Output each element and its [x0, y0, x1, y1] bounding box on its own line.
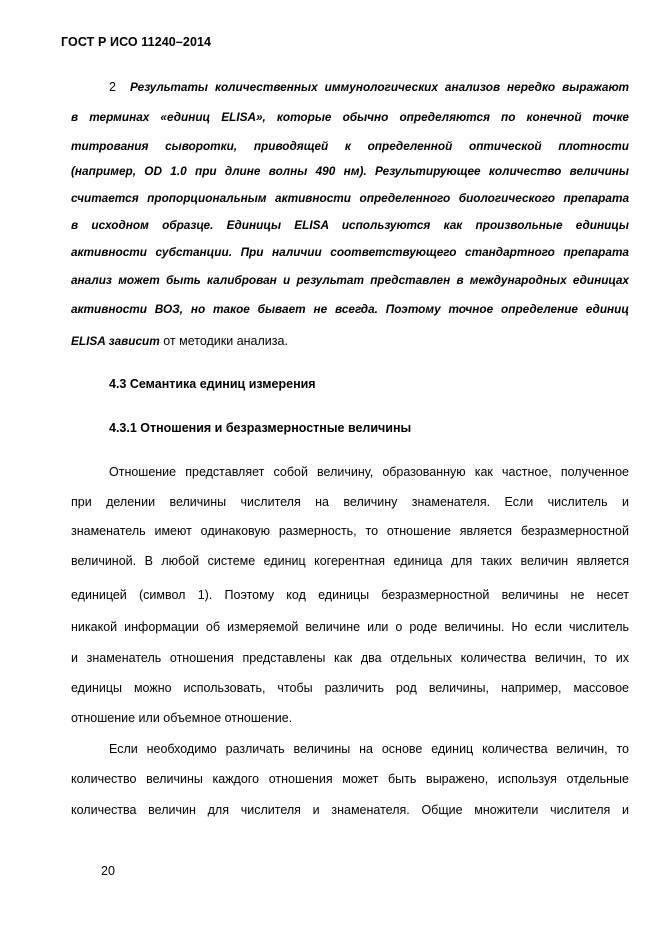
para2-line-1: Если необходимо различать величины на основе единиц количества величин, то	[109, 742, 629, 756]
note-last-plain: от методики анализа.	[159, 334, 288, 348]
note-line-3: титрования сыворотки, приводящей к определенной оптической плотности	[71, 139, 629, 153]
para1-line-7: и знаменатель отношения представлены как два отдельных количества величин, то их	[71, 651, 629, 665]
note-line-5: считается пропорциональным активности определенного биологического препарата	[71, 191, 629, 205]
para1-line-5: единицей (символ 1). Поэтому код единицы безразмерностной величины не несет	[71, 588, 629, 602]
note-line-9: активности ВОЗ, но такое бывает не всегда. Поэтому точное определение единиц	[71, 302, 629, 316]
page-number: 20	[101, 864, 115, 878]
note-line-6: в исходном образце. Единицы ELISA используются как произвольные единицы	[71, 218, 629, 232]
note-line-8: анализ может быть калиброван и результат представлен в международных единицах	[71, 273, 629, 287]
note-line-1	[109, 80, 629, 95]
note-line-10	[71, 334, 629, 349]
para2-line-2: количество величины каждого отношения может быть выражено, используя отдельные	[71, 772, 629, 786]
note-line-2: в терминах «единиц ELISA», которые обычно определяются по конечной точке	[71, 110, 629, 124]
para2-line-3: количества величин для числителя и знаменателя. Общие множители числителя и	[71, 803, 629, 817]
para1-line-1: Отношение представляет собой величину, образованную как частное, полученное	[109, 465, 629, 479]
para1-line-9: отношение или объемное отношение.	[71, 711, 293, 725]
para1-line-4: величиной. В любой системе единиц когерентная единица для таких величин является	[71, 554, 629, 568]
note-text: Результаты количественных иммунологических анализов нередко выражают	[129, 80, 630, 94]
subsection-title: 4.3.1 Отношения и безразмерностные величины	[109, 421, 412, 435]
para1-line-3: знаменатель имеют одинаковую размерность, то отношение является безразмерностной	[71, 524, 629, 538]
section-title: 4.3 Семантика единиц измерения	[109, 377, 316, 391]
note-last-italic: ELISA зависит	[71, 334, 160, 348]
para1-line-2: при делении величины числителя на величину знаменателя. Если числитель и	[71, 495, 629, 509]
note-number: 2	[109, 80, 116, 94]
document-header: ГОСТ Р ИСО 11240–2014	[61, 35, 212, 49]
para1-line-8: единицы можно использовать, чтобы различить род величины, например, массовое	[71, 681, 629, 695]
note-line-4: (например, OD 1.0 при длине волны 490 нм). Результирующее количество величины	[71, 164, 629, 178]
para1-line-6: никакой информации об измеряемой величине или о роде величины. Но если числитель	[71, 620, 629, 634]
note-line-7: активности субстанции. При наличии соответствующего стандартного препарата	[71, 245, 629, 259]
